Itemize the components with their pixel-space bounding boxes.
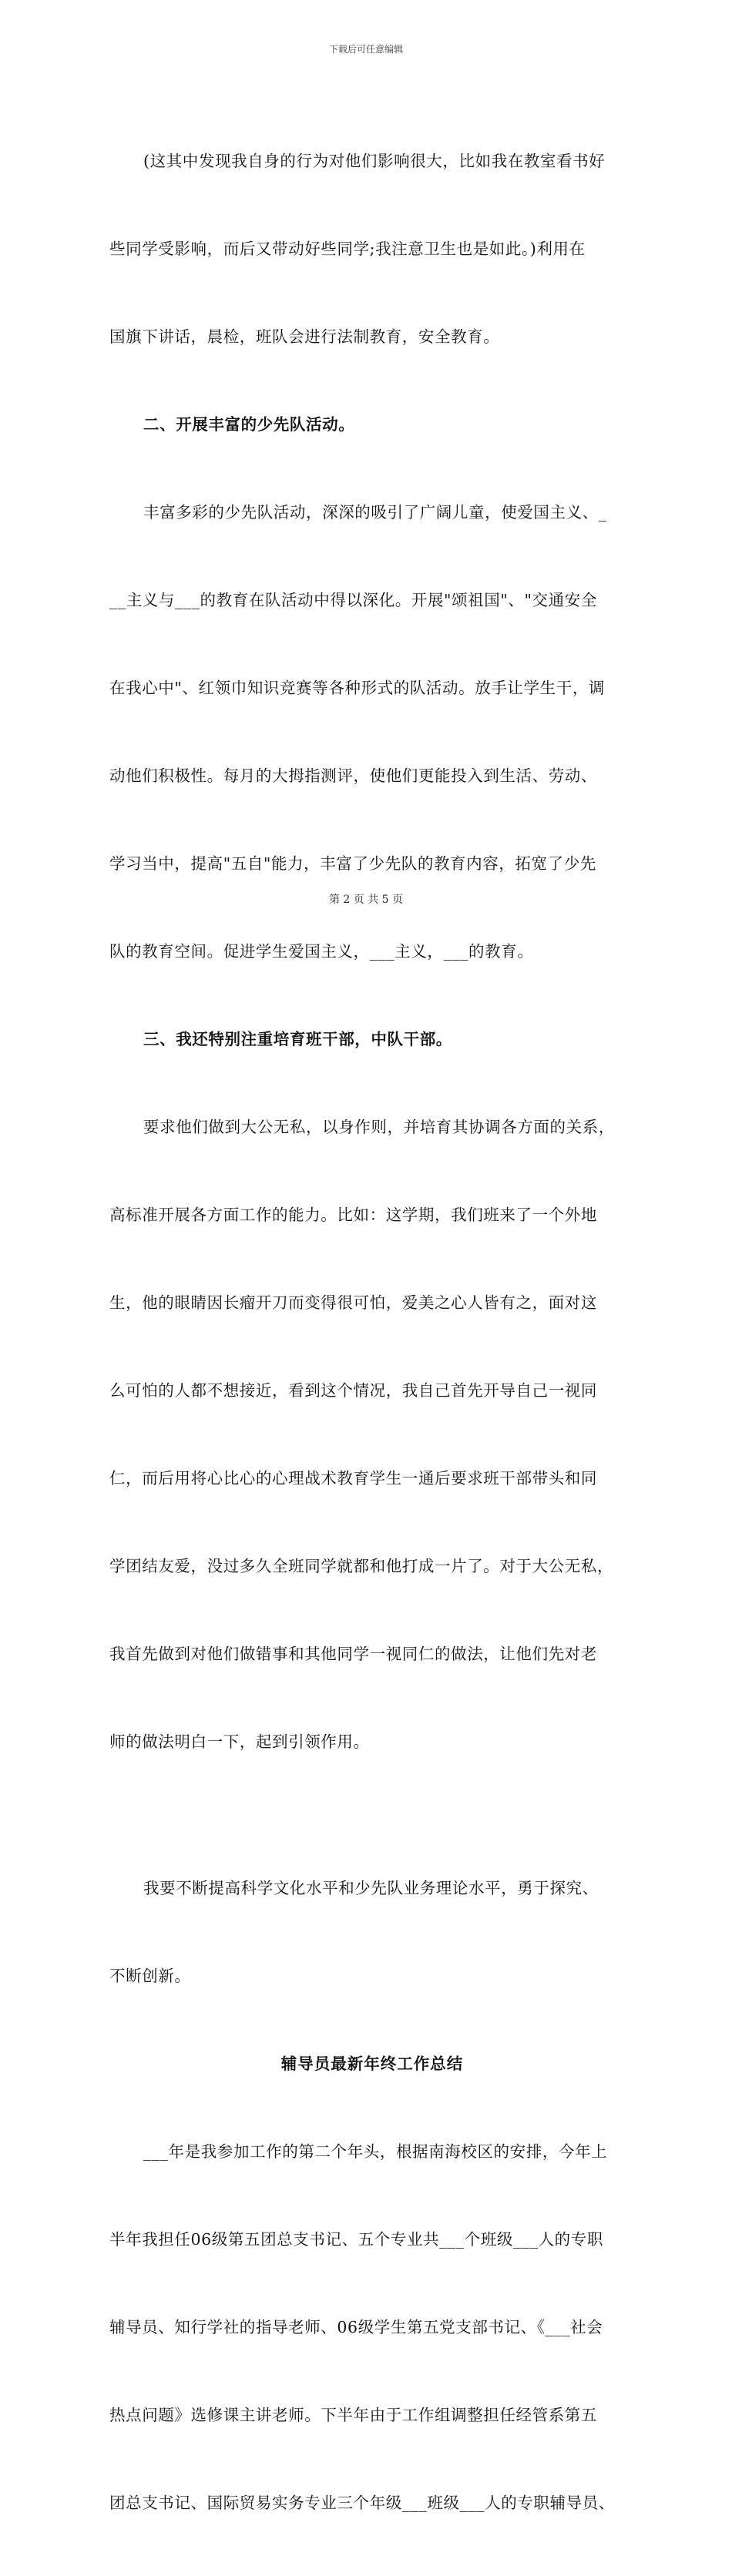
section-heading-2: 二、开展丰富的少先队活动。: [143, 415, 355, 434]
text-line: 我要不断提高科学文化水平和少先队业务理论水平，勇于探究、: [143, 1879, 599, 1897]
text-line: 团总支书记、国际贸易实务专业三个年级___班级___人的专职辅导员、: [109, 2494, 615, 2512]
text-line: ___年是我参加工作的第二个年头，根据南海校区的安排，今年上: [143, 2142, 608, 2161]
text-line: 国旗下讲话，晨检，班队会进行法制教育，安全教育。: [109, 327, 500, 346]
document-body: [109, 88, 624, 2576]
text-line: 些同学受影响，而后又带动好些同学;我注意卫生也是如此。)利用在: [109, 240, 586, 258]
text-line: 半年我担任06级第五团总支书记、五个专业共___个班级___人的专职: [109, 2230, 603, 2249]
text-line: 热点问题》选修课主讲老师。下半年由于工作组调整担任经管系第五: [109, 2406, 597, 2424]
paragraph-3: [109, 1054, 624, 1815]
text-line: 仁，而后用将心比心的心理战术教育学生一通后要求班干部带头和同: [109, 1469, 597, 1488]
section-heading-3: 三、我还特别注重培育班干部，中队干部。: [143, 1030, 452, 1048]
paragraph-1: [109, 88, 624, 410]
document-title: 辅导员最新年终工作总结: [280, 2054, 464, 2073]
page-number-footer: 第 2 页 共 5 页: [328, 894, 404, 906]
text-line: 我首先做到对他们做错事和其他同学一视同仁的做法，让他们先对老: [109, 1645, 597, 1663]
page-header-note: 下载后可任意编辑: [328, 44, 403, 55]
text-line: 动他们积极性。每月的大拇指测评，使他们更能投入到生活、劳动、: [109, 766, 597, 785]
text-line: 不断创新。: [109, 1967, 191, 1985]
text-line: 师的做法明白一下，起到引领作用。: [109, 1732, 370, 1751]
text-line: 学习当中，提高"五自"能力，丰富了少先队的教育内容，拓宽了少先: [109, 854, 596, 873]
text-line: 要求他们做到大公无私，以身作则，并培育其协调各方面的关系，: [143, 1118, 615, 1136]
text-line: __主义与___的教育在队活动中得以深化。开展"颂祖国"、"交通安全: [109, 591, 597, 609]
text-line: 丰富多彩的少先队活动，深深的吸引了广阔儿童，使爱国主义、_: [143, 503, 607, 522]
text-line: 辅导员、知行学社的指导老师、06级学生第五党支部书记、《___社会: [109, 2318, 603, 2336]
text-line: 队的教育空间。促进学生爱国主义，___主义，___的教育。: [109, 942, 534, 961]
text-line: 在我心中"、红领巾知识竞赛等各种形式的队活动。放手让学生干，调: [109, 679, 606, 697]
text-line: (这其中发现我自身的行为对他们影响很大，比如我在教室看书好: [143, 152, 606, 170]
paragraph-2: [109, 439, 624, 1025]
text-line: 么可怕的人都不想接近，看到这个情况，我自己首先开导自己一视同: [109, 1381, 597, 1400]
paragraph-5: [109, 2078, 624, 2576]
text-line: 高标准开展各方面工作的能力。比如：这学期，我们班来了一个外地: [109, 1206, 597, 1224]
text-line: 生，他的眼睛因长瘤开刀而变得很可怕，爱美之心人皆有之，面对这: [109, 1293, 597, 1312]
paragraph-4: [109, 1815, 624, 2049]
text-line: 学团结友爱，没过多久全班同学就都和他打成一片了。对于大公无私，: [109, 1557, 614, 1575]
